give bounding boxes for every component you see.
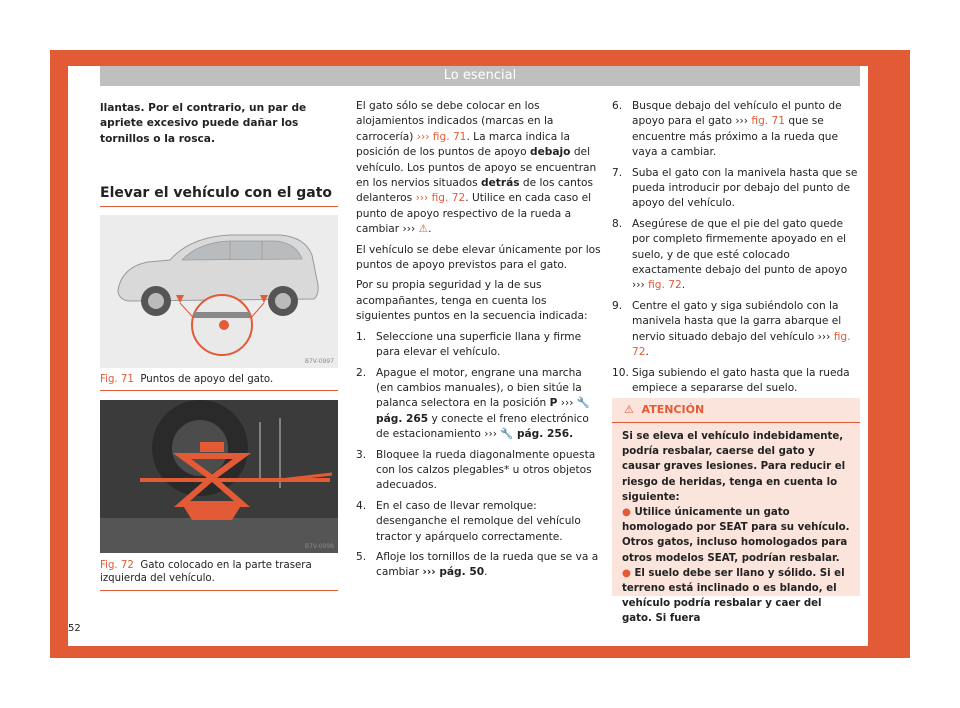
- step-text: Centre el gato y siga subiéndolo con la manivela hasta que la garra abarque el nervio situado debajo del vehículo: [632, 299, 842, 343]
- step-text: Asegúrese de que el pie del gato quede por completo firmemente apoyado en el suelo, y de que esté colocado exactamente debajo del punto de apoyo: [632, 217, 848, 277]
- page-header: Lo esencial: [100, 66, 860, 86]
- section-title: Elevar el vehículo con el gato: [100, 185, 333, 201]
- step-number: 10.: [612, 366, 629, 379]
- step-text: Apague el motor, engrane una marcha (en cambios manuales), o bien sitúe la palanca selectora en la posición: [376, 366, 582, 410]
- step-text: Bloquee la rueda diagonalmente opuesta con los calzos plegables* u otros objetos adecuados.: [376, 448, 596, 492]
- figure-link[interactable]: ››› fig. 71: [416, 130, 467, 143]
- warning-triangle-icon: ⚠: [624, 403, 634, 416]
- paragraph: El gato sólo se debe colocar en los alojamientos indicados (marcas en la carrocería) ››› fig. 71. La marca indica la posición de los puntos de apoyo debajo del vehículo. Los puntos de apoyo se encuentran en los nervios situados detrás de los cantos delanteros ››› fig. 72. Utilice en cada caso el punto de apoyo respectivo de la rueda a cambiar ››› ⚠.: [356, 100, 597, 236]
- bold-text: debajo: [530, 146, 571, 159]
- figure-link[interactable]: fig. 71: [751, 115, 786, 128]
- warning-title: ATENCIÓN: [641, 403, 705, 416]
- arrow-ref: ›››: [817, 330, 831, 343]
- step-text: Siga subiendo el gato hasta que la rueda empiece a separarse del suelo.: [632, 366, 850, 394]
- text-run: . Utilice en cada caso el punto de apoyo respectivo de la rueda a cambiar: [356, 192, 592, 236]
- text-run: El gato sólo se debe colocar en los alojamientos indicados (marcas en la carrocería): [356, 100, 554, 143]
- arrow-ref: ›››: [735, 115, 749, 128]
- bullet-icon: ●: [622, 507, 631, 519]
- paragraph: Por su propia seguridad y la de sus acompañantes, tenga en cuenta los siguientes puntos en la secuencia indicada:: [356, 279, 588, 323]
- step-text: que se encuentre más próximo a la rueda que vaya a cambiar.: [632, 115, 839, 159]
- list-item: [612, 366, 860, 397]
- figure-link[interactable]: ››› fig. 72: [415, 192, 466, 205]
- list-item: [356, 448, 601, 494]
- warning-body: [612, 423, 860, 627]
- step-number: 6.: [612, 100, 623, 112]
- step-number: 4.: [356, 499, 367, 512]
- figure-link[interactable]: fig. 72: [632, 330, 851, 359]
- right-column: [612, 99, 860, 401]
- bold-text: detrás: [481, 177, 520, 190]
- text-run: de los cantos delanteros: [356, 177, 594, 205]
- warning-box: [612, 398, 860, 625]
- list-item: [612, 166, 860, 212]
- step-text: Seleccione una superficie llana y firme para elevar el vehículo.: [376, 330, 582, 359]
- bold-text: P: [549, 397, 558, 410]
- arrow-ref: ›››: [560, 397, 574, 410]
- middle-column: [356, 99, 601, 586]
- figure-71: [100, 215, 338, 368]
- warning-paragraph: Si se eleva el vehículo indebidamente, podría resbalar, caerse del gato y causar graves lesiones. Para reducir el riesgo de heridas, tenga en cuenta lo siguiente:: [622, 431, 846, 503]
- figure-label: Fig. 71: [100, 374, 134, 385]
- caption-text: Puntos de apoyo del gato.: [140, 374, 274, 385]
- page-link[interactable]: ››› pág. 50: [422, 566, 485, 579]
- list-item: [356, 550, 601, 581]
- warning-bullet: [622, 566, 854, 627]
- figure-72-caption: [100, 559, 338, 585]
- page-number: 52: [68, 623, 81, 634]
- warning-header: [612, 398, 860, 423]
- car-jack-points-illustration: [100, 215, 338, 368]
- text-run: . La marca indica la posición de los puntos de apoyo: [356, 130, 570, 159]
- steps-list: [612, 99, 860, 396]
- warning-bullet: [622, 505, 854, 566]
- figure-link[interactable]: fig. 72: [648, 279, 682, 292]
- step-text: .: [484, 566, 488, 579]
- caption-text: Gato colocado en la parte trasera izquierda del vehículo.: [100, 560, 312, 584]
- arrow-ref: ›››: [402, 223, 416, 236]
- step-text: En el caso de llevar remolque: desenganche el remolque del vehículo tractor y apárquelo correctamente.: [376, 499, 581, 543]
- list-item: [356, 366, 601, 443]
- step-number: 5.: [356, 550, 367, 563]
- steps-list: [356, 330, 601, 581]
- arrow-ref: ›››: [484, 428, 497, 441]
- step-number: 9.: [612, 299, 623, 312]
- caption-rule: [100, 590, 338, 591]
- bullet-icon: ●: [622, 567, 631, 579]
- step-number: 3.: [356, 448, 367, 461]
- figure-label: Fig. 72: [100, 560, 134, 571]
- step-text: Afloje los tornillos de la rueda que se va a cambiar: [376, 550, 599, 579]
- list-item: [356, 499, 601, 545]
- intro-text: llantas. Por el contrario, un par de apriete excesivo puede dañar los tornillos o la rosca.: [100, 102, 307, 145]
- step-text: y conecte el freno electrónico de estacionamiento: [376, 412, 589, 441]
- scissor-jack-illustration: [100, 400, 338, 553]
- figure-code: B7V-0998: [304, 543, 334, 550]
- page-link[interactable]: pág. 256.: [516, 428, 574, 441]
- list-item: [356, 330, 601, 361]
- paragraph: El vehículo se debe elevar únicamente por los puntos de apoyo previstos para el gato.: [356, 243, 601, 272]
- step-text: .: [645, 346, 649, 359]
- caption-rule: [100, 390, 338, 391]
- wrench-car-icon: 🔧: [576, 397, 591, 410]
- step-text: Busque debajo del vehículo el punto de apoyo para el gato: [632, 100, 842, 128]
- figure-71-caption: [100, 373, 338, 386]
- step-text: Suba el gato con la manivela hasta que se pueda introducir por debajo del punto de apoyo del vehículo.: [632, 166, 858, 210]
- bullet-text: El suelo debe ser llano y sólido. Si el terreno está inclinado o es blando, el vehículo podría resbalar y caer del gato. Si fuera: [622, 567, 845, 625]
- step-number: 1.: [356, 330, 367, 343]
- bullet-text: Utilice únicamente un gato homologado por SEAT para su vehículo. Otros gatos, incluso homologados para otros modelos SEAT, podrían resbalar.: [622, 507, 850, 564]
- list-item: [612, 299, 860, 361]
- figure-code: B7V-0997: [304, 358, 334, 365]
- list-item: [612, 99, 860, 161]
- step-text: .: [681, 279, 686, 292]
- page-link[interactable]: pág. 265: [376, 412, 429, 425]
- step-number: 8.: [612, 217, 623, 230]
- text-run: del vehículo. Los puntos de apoyo se encuentran en los nervios situados: [356, 146, 597, 190]
- arrow-ref: ›››: [632, 279, 645, 292]
- list-item: [612, 217, 860, 294]
- section-rule: [100, 206, 338, 207]
- wrench-car-icon: 🔧: [500, 428, 514, 441]
- warning-triangle-icon[interactable]: ⚠: [418, 223, 429, 236]
- step-number: 7.: [612, 166, 623, 179]
- figure-72: [100, 400, 338, 553]
- step-number: 2.: [356, 366, 367, 379]
